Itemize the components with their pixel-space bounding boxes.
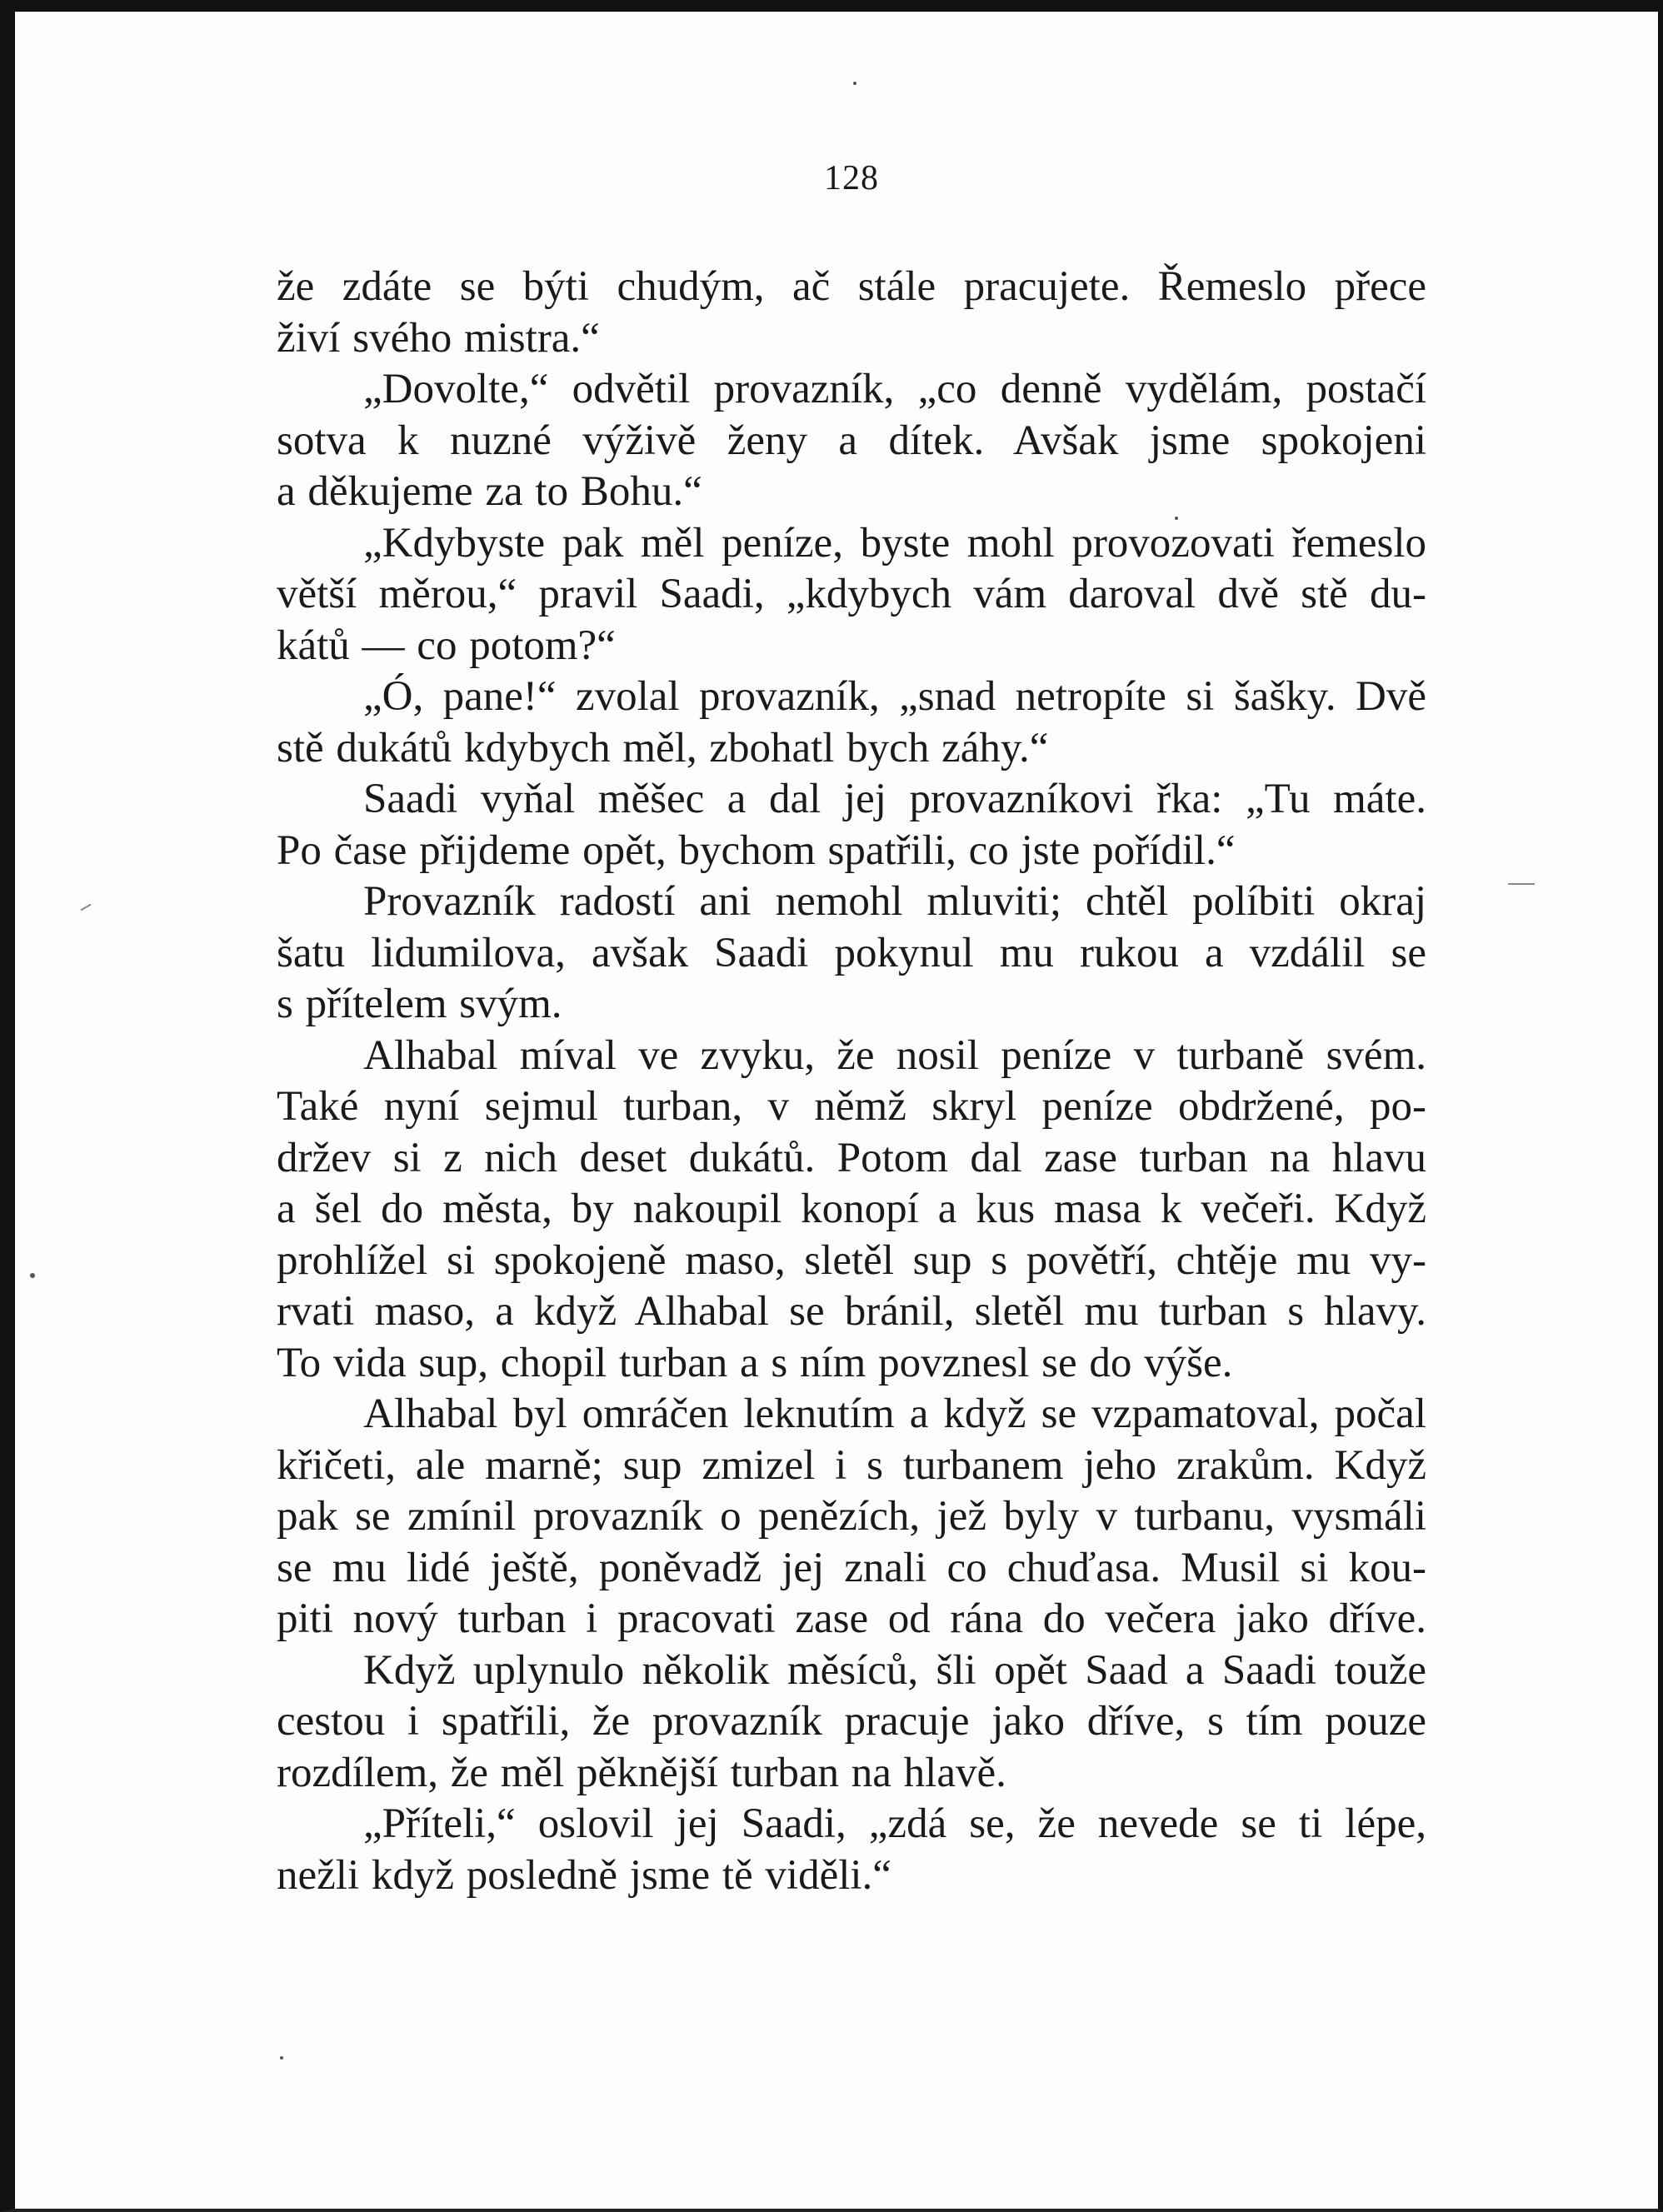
text-line: že zdáte se býti chudým, ač stále pracujete. Řemeslo přece (277, 263, 1426, 310)
text-line: živí svého mistra.“ (277, 314, 600, 362)
body-text (277, 262, 1426, 1901)
text-line: „Ó, pane!“ zvolal provazník, „snad netropíte si šašky. Dvě (363, 673, 1426, 720)
scan-speck (853, 82, 856, 85)
paragraph (277, 1389, 1426, 1645)
paragraph (277, 518, 1426, 672)
text-line: šatu lidumilova, avšak Saadi pokynul mu rukou a vzdálil se (277, 929, 1426, 976)
text-line: „Dovolte,“ odvětil provazník, „co denně vydělám, postačí (363, 366, 1426, 412)
scan-speck (280, 2056, 283, 2060)
text-line: To vida sup, chopil turban a s ním povznesl se do výše. (277, 1339, 1233, 1386)
text-line: Alhabal míval ve zvyku, že nosil peníze v turbaně svém. (363, 1031, 1426, 1079)
text-line: piti nový turban i pracovati zase od rána do večera jako dříve. (277, 1595, 1426, 1642)
paragraph (277, 364, 1426, 518)
text-line: „Příteli,“ oslovil jej Saadi, „zdá se, že nevede se ti lépe, (363, 1800, 1426, 1847)
text-line: nežli když posledně jsme tě viděli.“ (277, 1851, 891, 1899)
text-line: s přítelem svým. (277, 981, 562, 1027)
text-line: Alhabal byl omráčen leknutím a když se vzpamatoval, počal (363, 1391, 1426, 1437)
paragraph (277, 1799, 1426, 1901)
paragraph (277, 774, 1426, 876)
text-line: cestou i spatřili, že provazník pracuje jako dříve, s tím pouze (277, 1698, 1426, 1745)
page-number: 128 (824, 159, 879, 197)
text-line: a děkujeme za to Bohu.“ (277, 468, 702, 515)
paragraph (277, 1645, 1426, 1800)
text-line: Také nyní sejmul turban, v němž skryl peníze obdržené, po- (277, 1083, 1426, 1130)
text-line: kátů — co potom?“ (277, 622, 616, 669)
text-line: rvati maso, a když Alhabal se bránil, sletěl mu turban s hlavy. (277, 1288, 1426, 1335)
scan-mark (1508, 883, 1535, 885)
text-line: větší měrou,“ pravil Saadi, „kdybych vám daroval dvě stě du- (277, 571, 1426, 617)
text-line: držev si z nich deset dukátů. Potom dal zase turban na hlavu (277, 1134, 1426, 1181)
text-line: rozdílem, že měl pěknější turban na hlavě. (277, 1749, 1006, 1796)
scan-speck (30, 1273, 35, 1278)
text-line: křičeti, ale marně; sup zmizel i s turbanem jeho zrakům. Když (277, 1441, 1426, 1489)
text-line: Po čase přijdeme opět, bychom spatřili, co jste pořídil.“ (277, 826, 1236, 874)
text-line: Když uplynulo několik měsíců, šli opět Saad a Saadi touže (363, 1646, 1426, 1694)
text-line: sotva k nuzné výživě ženy a dítek. Avšak jsme spokojeni (277, 417, 1426, 464)
paragraph (277, 672, 1426, 774)
text-line: a šel do města, by nakoupil konopí a kus masa k večeři. Když (277, 1186, 1426, 1232)
text-line: „Kdybyste pak měl peníze, byste mohl provozovati řemeslo (363, 519, 1426, 567)
paragraph (277, 262, 1426, 364)
paragraph (277, 1031, 1426, 1390)
text-line: Saadi vyňal měšec a dal jej provazníkovi řka: „Tu máte. (363, 776, 1426, 822)
text-line: pak se zmínil provazník o penězích, jež byly v turbanu, vysmáli (277, 1493, 1426, 1540)
text-line: prohlížel si spokojeně maso, sletěl sup s povětří, chtěje mu vy- (277, 1236, 1426, 1284)
text-line: stě dukátů kdybych měl, zbohatl bych záhy.“ (277, 724, 1049, 771)
text-line: se mu lidé ještě, poněvadž jej znali co chuďasa. Musil si kou- (277, 1544, 1426, 1591)
paragraph (277, 876, 1426, 1031)
text-line: Provazník radostí ani nemohl mluviti; chtěl políbiti okraj (363, 878, 1426, 925)
